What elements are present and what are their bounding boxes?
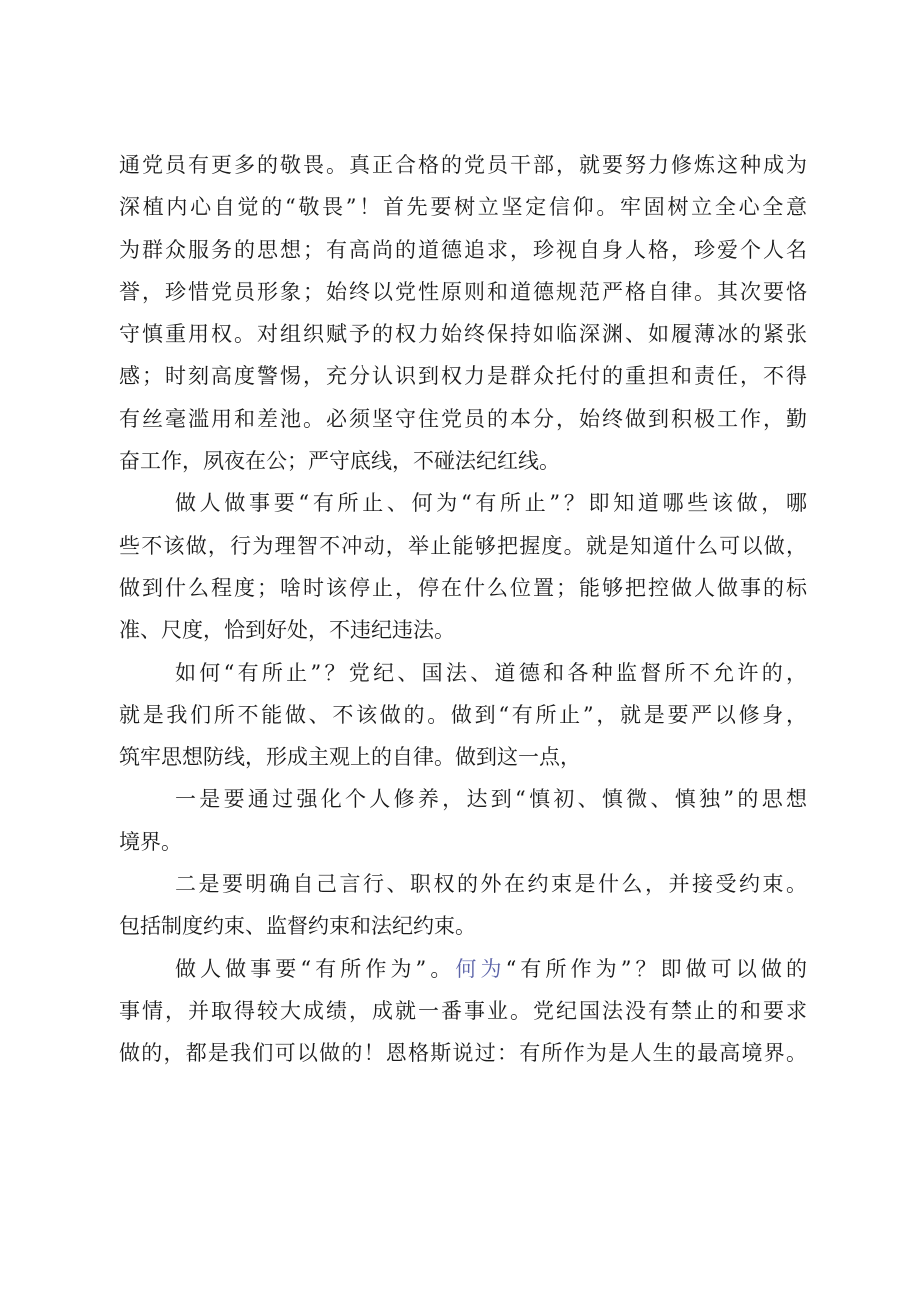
text-line: 做人做事要“有所止、何为“有所止”？即知道哪些该做，哪 bbox=[175, 491, 807, 516]
text-line: 深植内心自觉的“敬畏”！首先要树立坚定信仰。牢固树立全心全意 bbox=[119, 195, 807, 220]
text-line: 一是要通过强化个人修养，达到“慎初、慎微、慎独”的思想 bbox=[175, 787, 807, 812]
document-body bbox=[119, 144, 807, 1075]
text-line: 境界。 bbox=[119, 829, 182, 854]
paragraph-5 bbox=[119, 863, 807, 948]
paragraph-6 bbox=[119, 948, 807, 1075]
paragraph-4 bbox=[119, 778, 807, 863]
text-segment: “有所作为”？即做可以做的 bbox=[505, 956, 807, 981]
text-line: 包括制度约束、监督约束和法纪约束。 bbox=[119, 914, 476, 939]
text-line: 通党员有更多的敬畏。真正合格的党员干部，就要努力修炼这种成为 bbox=[119, 153, 807, 177]
text-line: 为群众服务的思想；有高尚的道德追求，珍视自身人格，珍爱个人名 bbox=[119, 237, 807, 262]
text-line: 有丝毫滥用和差池。必须坚守住党员的本分，始终做到积极工作，勤 bbox=[119, 406, 807, 431]
text-line bbox=[119, 948, 807, 990]
highlighted-text: 何为 bbox=[455, 956, 506, 981]
text-segment: 做人做事要“有所作为”。 bbox=[175, 956, 456, 981]
text-line: 如何“有所止”？党纪、国法、道德和各种监督所不允许的， bbox=[175, 660, 807, 685]
text-line: 些不该做，行为理智不冲动，举止能够把握度。就是知道什么可以做， bbox=[119, 533, 807, 558]
text-line: 感；时刻高度警惕，充分认识到权力是群众托付的重担和责任，不得 bbox=[119, 364, 807, 389]
paragraph-3 bbox=[119, 652, 807, 779]
paragraph-1 bbox=[119, 144, 807, 482]
paragraph-2 bbox=[119, 482, 807, 651]
text-line: 奋工作，夙夜在公；严守底线，不碰法纪红线。 bbox=[119, 449, 560, 474]
text-line: 二是要明确自己言行、职权的外在约束是什么，并接受约束。 bbox=[175, 872, 807, 897]
text-line: 做的，都是我们可以做的！恩格斯说过：有所作为是人生的最高境界。 bbox=[119, 1041, 807, 1066]
text-line: 准、尺度，恰到好处，不违纪违法。 bbox=[119, 618, 455, 643]
text-line: 守慎重用权。对组织赋予的权力始终保持如临深渊、如履薄冰的紧张 bbox=[119, 322, 807, 347]
text-line: 筑牢思想防线，形成主观上的自律。做到这一点， bbox=[119, 745, 581, 770]
text-line: 做到什么程度；啥时该停止，停在什么位置；能够把控做人做事的标 bbox=[119, 575, 807, 600]
text-line: 誉，珍惜党员形象；始终以党性原则和道德规范严格自律。其次要恪 bbox=[119, 279, 807, 304]
text-line: 就是我们所不能做、不该做的。做到“有所止”，就是要严以修身， bbox=[119, 702, 807, 727]
text-line: 事情，并取得较大成绩，成就一番事业。党纪国法没有禁止的和要求 bbox=[119, 998, 807, 1023]
